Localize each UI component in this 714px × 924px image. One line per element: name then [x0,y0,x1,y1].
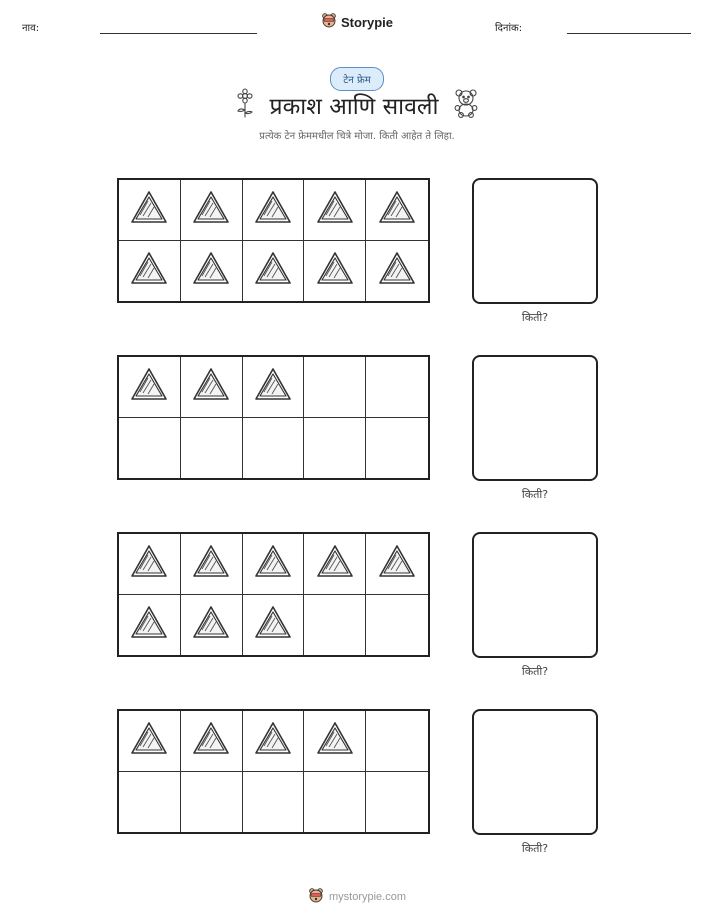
ten-frame-cell [304,180,366,241]
ten-frame-cell [304,711,366,772]
triangle-prism-icon [191,365,231,409]
storypie-logo-icon [321,12,337,32]
ten-frame-cell [243,357,305,418]
ten-frame-cell [119,180,181,241]
ten-frame-cell [366,772,428,833]
triangle-prism-icon [377,188,417,232]
triangle-prism-icon [253,603,293,647]
ten-frame-cell [243,241,305,302]
title-row [0,88,714,122]
triangle-prism-icon [377,249,417,293]
triangle-prism-icon [315,719,355,763]
ten-frame-2 [117,355,430,480]
triangle-prism-icon [191,249,231,293]
answer-label-2: किती? [521,488,549,501]
answer-label-4: किती? [521,842,549,855]
triangle-prism-icon [377,542,417,586]
footer-site[interactable]: mystorypie.com [328,891,407,903]
ten-frame-cell [243,180,305,241]
date-label: दिनांक: [495,23,523,34]
triangle-prism-icon [129,719,169,763]
triangle-prism-icon [129,188,169,232]
instructions: प्रत्येक टेन फ्रेममधील चित्रे मोजा. किती आहेत ते लिहा. [259,131,455,142]
ten-frame-cell [304,357,366,418]
triangle-prism-icon [191,542,231,586]
ten-frame-cell [366,711,428,772]
answer-box-4[interactable] [472,709,598,835]
ten-frame-cell [119,357,181,418]
brand-name: Storypie [340,14,393,30]
ten-frame-cell [119,418,181,479]
answer-box-3[interactable] [472,532,598,658]
triangle-prism-icon [129,249,169,293]
triangle-prism-icon [129,542,169,586]
ten-frame-cell [243,772,305,833]
ten-frame-cell [243,711,305,772]
ten-frame-cell [119,241,181,302]
ten-frame-cell [366,534,428,595]
ten-frame-cell [181,772,243,833]
triangle-prism-icon [129,365,169,409]
ten-frame-cell [304,534,366,595]
ten-frame-cell [243,534,305,595]
triangle-prism-icon [253,542,293,586]
ten-frame-cell [366,595,428,656]
ten-frame-cell [181,595,243,656]
ten-frame-cell [366,241,428,302]
answer-box-1[interactable] [472,178,598,304]
ten-frame-cell [243,595,305,656]
triangle-prism-icon [315,188,355,232]
triangle-prism-icon [253,249,293,293]
ten-frame-cell [243,418,305,479]
triangle-prism-icon [253,365,293,409]
ten-frame-cell [366,418,428,479]
triangle-prism-icon [191,188,231,232]
ten-frame-cell [304,595,366,656]
ten-frame-cell [181,180,243,241]
triangle-prism-icon [315,542,355,586]
ten-frame-cell [304,772,366,833]
name-line[interactable] [100,33,257,34]
answer-box-2[interactable] [472,355,598,481]
footer [0,887,714,907]
ten-frame-cell [366,180,428,241]
ten-frame-cell [181,534,243,595]
ten-frame-cell [304,241,366,302]
ten-frame-cell [119,534,181,595]
teddy-bear-icon [452,88,480,122]
ten-frame-3 [117,532,430,657]
page-title: प्रकाश आणि सावली [269,94,439,120]
brand [0,12,714,32]
flower-icon [234,88,256,122]
triangle-prism-icon [191,719,231,763]
ten-frame-cell [181,241,243,302]
ten-frame-cell [181,711,243,772]
triangle-prism-icon [253,188,293,232]
triangle-prism-icon [253,719,293,763]
triangle-prism-icon [191,603,231,647]
ten-frame-cell [304,418,366,479]
triangle-prism-icon [129,603,169,647]
date-line[interactable] [567,33,691,34]
ten-frame-cell [119,711,181,772]
ten-frame-1 [117,178,430,303]
answer-label-1: किती? [521,311,549,324]
storypie-logo-icon [308,887,324,907]
ten-frame-4 [117,709,430,834]
name-label: नाव: [22,23,40,34]
ten-frame-cell [181,418,243,479]
triangle-prism-icon [315,249,355,293]
answer-label-3: किती? [521,665,549,678]
topic-badge: टेन फ्रेम [330,67,384,91]
ten-frame-cell [119,595,181,656]
ten-frame-cell [119,772,181,833]
ten-frame-cell [366,357,428,418]
ten-frame-cell [181,357,243,418]
